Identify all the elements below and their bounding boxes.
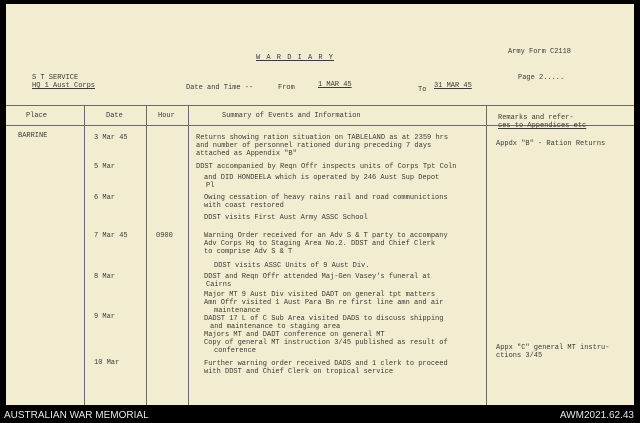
diary-title: W A R D I A R Y — [256, 54, 335, 62]
column-header-place: Place — [26, 112, 48, 120]
unit-hq: HQ 1 Aust Corps — [32, 82, 96, 90]
summary-line: and number of personnel rationed during preceding 7 days — [196, 142, 432, 150]
column-rule-summary — [188, 105, 189, 405]
summary-line: DDST visits First Aust Army ASSC School — [204, 214, 368, 222]
from-label: From — [278, 84, 295, 92]
footer-institution: AUSTRALIAN WAR MEMORIAL — [4, 410, 149, 421]
summary-line: with DDST and Chief Clerk on tropical service — [204, 368, 394, 376]
date-entry: 6 Mar — [94, 194, 116, 202]
to-label: To — [418, 86, 427, 94]
date-entry: 9 Mar — [94, 313, 116, 321]
summary-line: Pl — [206, 182, 215, 190]
summary-line: DDST visits ASSC Units of 9 Aust Div. — [214, 262, 370, 270]
summary-line: Majors MT and DADT conference on general MT — [204, 331, 385, 339]
place-entry: BARRINE — [18, 132, 48, 140]
summary-line: Owing cessation of heavy rains rail and road communictions — [204, 194, 448, 202]
from-date: 1 MAR 45 — [318, 81, 352, 89]
summary-line: Adv Corps Hq to Staging Area No.2. DDST and Chief Clerk — [204, 240, 436, 248]
column-header-hour: Hour — [158, 112, 175, 120]
war-diary-page — [6, 4, 634, 405]
column-rule-remarks — [486, 105, 487, 405]
summary-line: DADST 17 L of C Sub Area visited DADS to discuss shipping — [204, 315, 444, 323]
summary-line: with coast restored — [204, 202, 284, 210]
footer-accession-number: AWM2021.62.43 — [559, 410, 634, 421]
summary-line: and DID HONDEELA which is operated by 246 Aust Sup Depot — [204, 174, 440, 182]
remarks-entry: ctions 3/45 — [496, 352, 543, 360]
date-entry: 3 Mar 45 — [94, 134, 128, 142]
column-header-remarks-1: Remarks and refer- — [498, 114, 574, 122]
to-date: 31 MAR 45 — [434, 82, 472, 90]
summary-line: Amn Offr visited 1 Aust Para Bn re first line amn and air — [204, 299, 444, 307]
remarks-entry: Appdx "B" - Ration Returns — [496, 140, 606, 148]
page-number: Page 2..... — [518, 74, 565, 82]
column-header-remarks-2: ces to Appendices etc — [498, 122, 587, 130]
army-form-label: Army Form C2118 — [508, 48, 572, 56]
hour-entry: 0900 — [156, 232, 173, 240]
summary-line: Copy of general MT instruction 3/45 published as result of — [204, 339, 448, 347]
date-entry: 8 Mar — [94, 273, 116, 281]
column-rule-hour — [146, 105, 147, 405]
summary-line: Returns showing ration situation on TABLELAND as at 2359 hrs — [196, 134, 449, 142]
date-entry: 7 Mar 45 — [94, 232, 128, 240]
summary-line: Major MT 9 Aust Div visited DADT on general tpt matters — [204, 291, 436, 299]
column-rule-date — [84, 105, 85, 405]
summary-line: attached as Appendix "B" — [196, 150, 297, 158]
summary-line: DDST and Reqn Offr attended Maj-Gen Vasey's funeral at — [204, 273, 431, 281]
date-entry: 10 Mar — [94, 359, 120, 367]
column-header-summary: Summary of Events and Information — [222, 112, 361, 120]
date-entry: 5 Mar — [94, 163, 116, 171]
column-header-date: Date — [106, 112, 123, 120]
unit-name: S T SERVICE — [32, 74, 79, 82]
remarks-entry: Appx "C" general MT instru- — [496, 344, 610, 352]
summary-line: conference — [214, 347, 257, 355]
summary-line: DDST accompanied by Reqn Offr inspects units of Corps Tpt Coln — [196, 163, 457, 171]
archive-footer — [0, 407, 640, 423]
summary-line: Warning Order received for an Adv S & T party to accompany — [204, 232, 448, 240]
date-time-label: Date and Time -- — [186, 84, 254, 92]
summary-line: Cairns — [206, 281, 232, 289]
summary-line: Further warning order received DADS and 1 clerk to proceed — [204, 360, 448, 368]
table-top-rule — [6, 105, 634, 106]
summary-line: maintenance — [214, 307, 261, 315]
summary-line: to comprise Adv S & T — [204, 248, 293, 256]
summary-line: and maintenance to staging area — [210, 323, 341, 331]
